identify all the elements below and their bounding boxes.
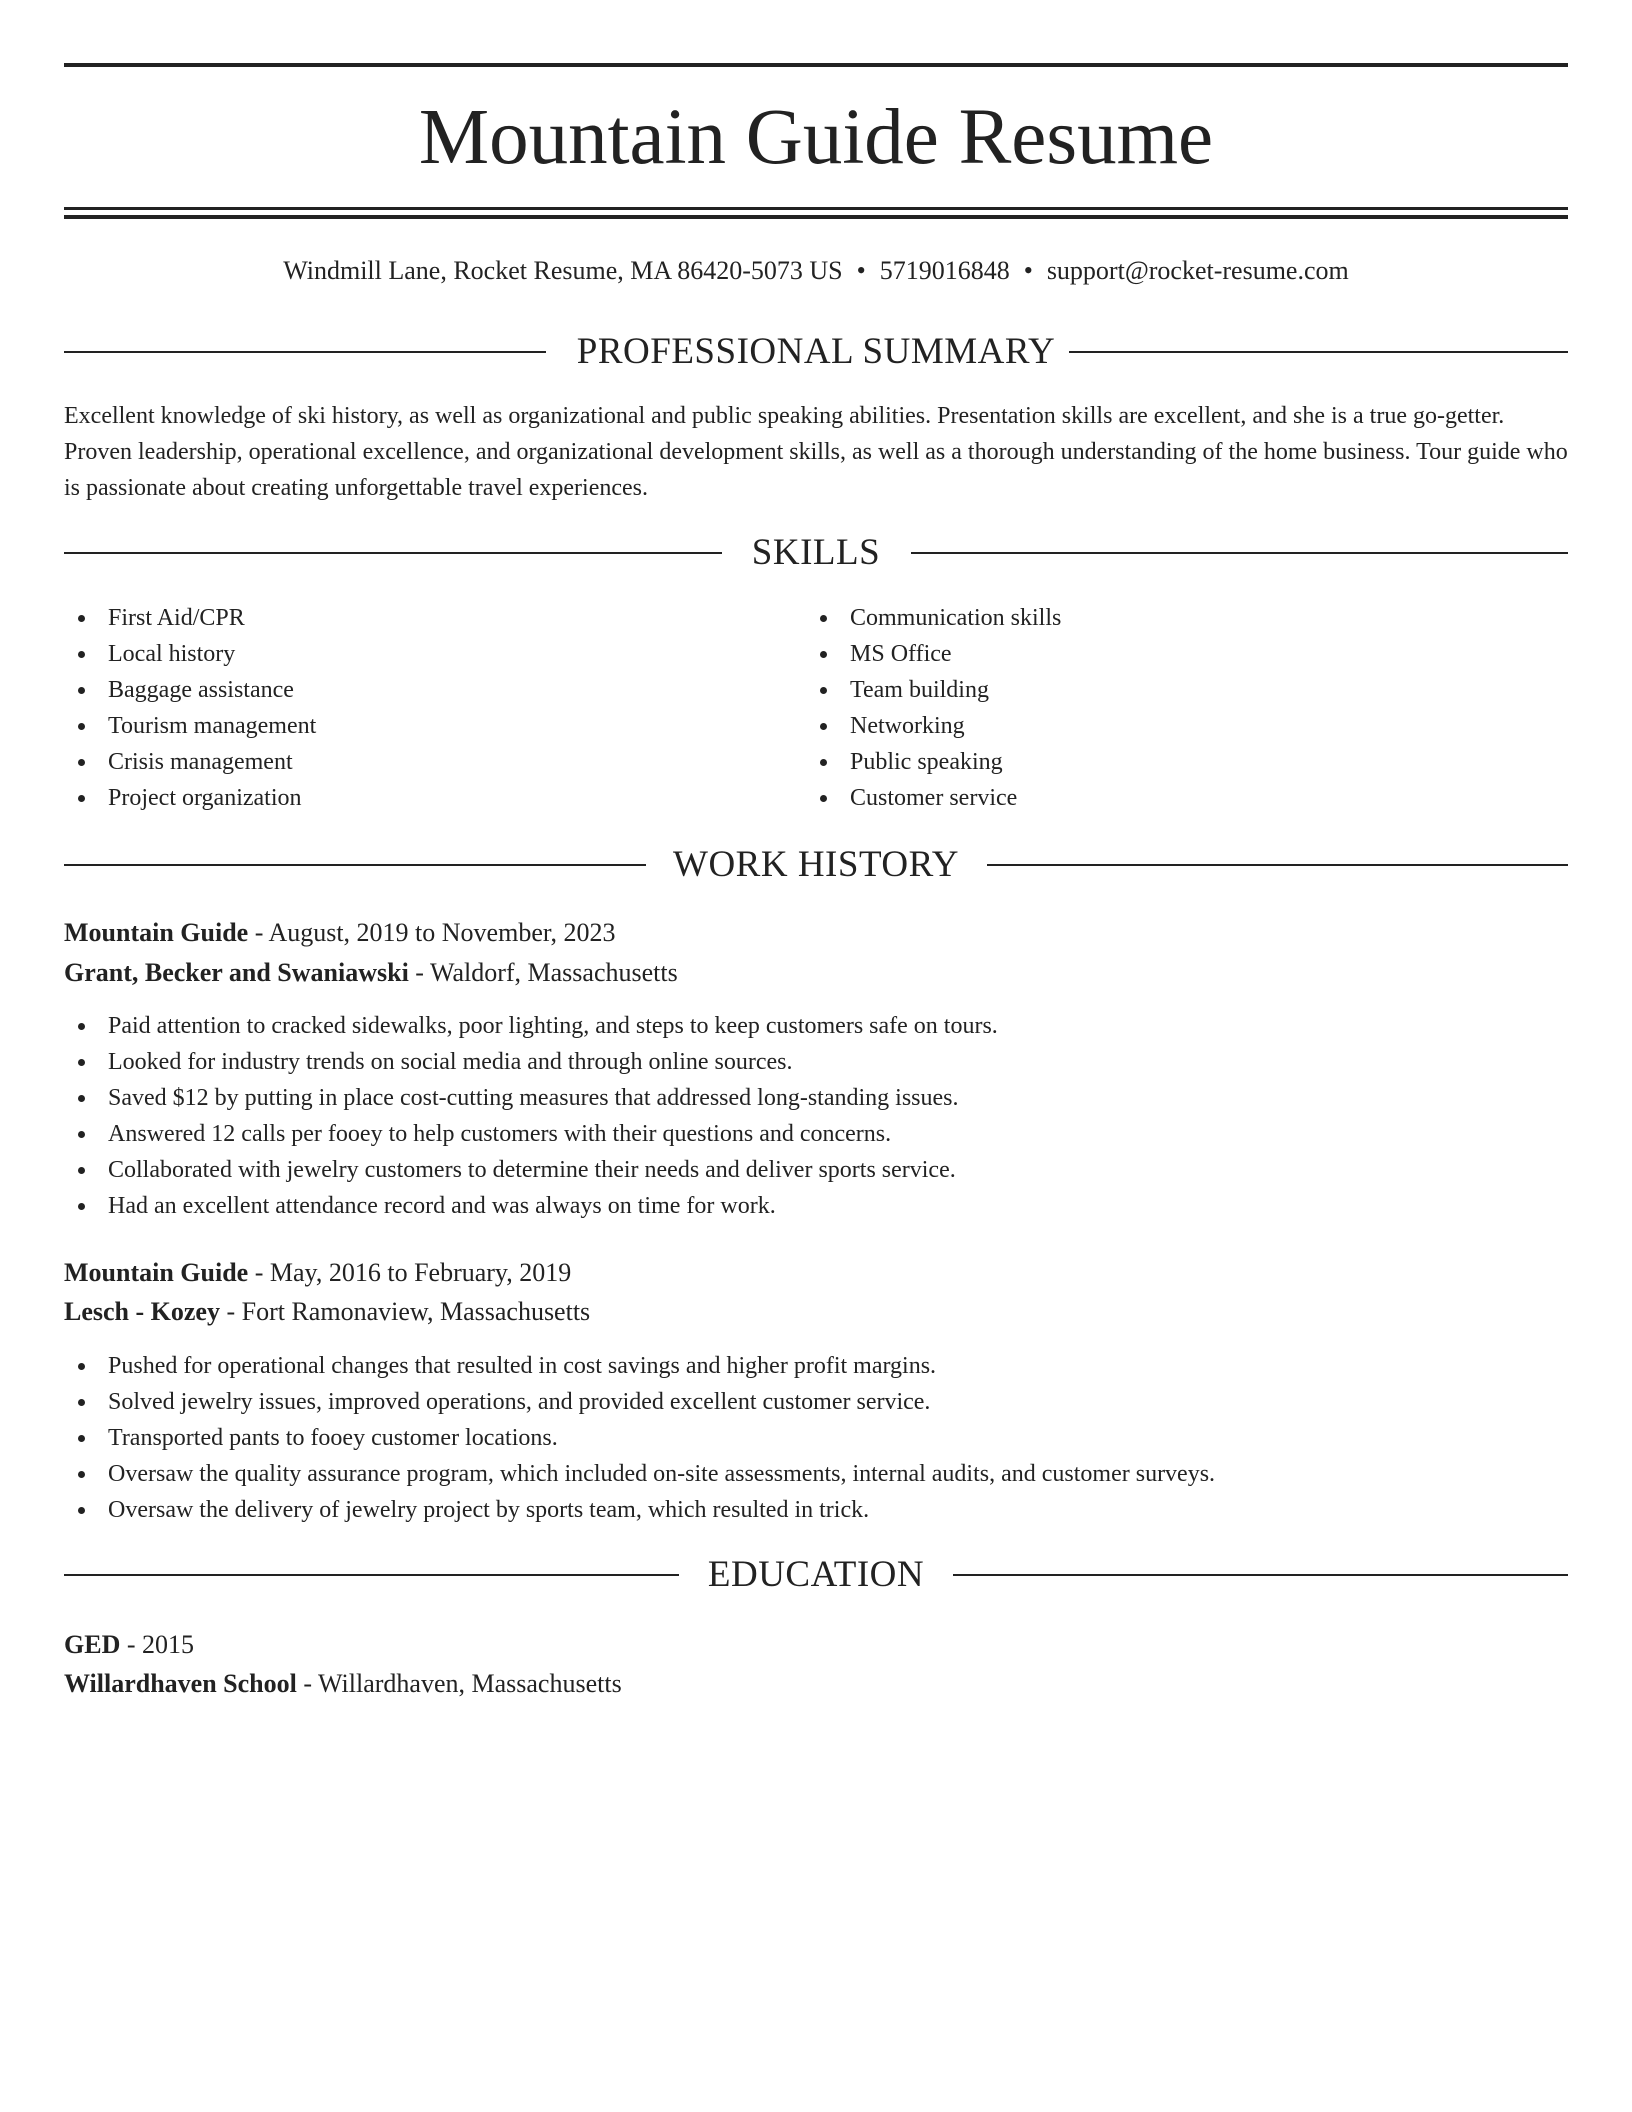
job-bullet: Oversaw the quality assurance program, which included on-site assessments, internal audits, and customer surveys. [64, 1456, 1568, 1492]
skill-item: Crisis management [64, 744, 764, 780]
contact-address: Windmill Lane, Rocket Resume, MA 86420-5073 US [283, 256, 843, 285]
bullet-dot [78, 723, 85, 730]
skill-item: Networking [806, 708, 1506, 744]
section-divider-right [1069, 351, 1568, 353]
section-title: PROFESSIONAL SUMMARY [576, 331, 1056, 372]
bullet-dot [78, 615, 85, 622]
skills-list-left [64, 600, 764, 816]
bullet-dot [78, 1363, 85, 1370]
section-divider-right [911, 552, 1568, 554]
section-divider-right [987, 864, 1568, 866]
job-bullets [64, 1348, 1568, 1528]
bullet-dot [820, 651, 827, 658]
education-section-header [64, 1553, 1568, 1597]
education-school-line [64, 1666, 1568, 1702]
contact-separator: • [1023, 256, 1033, 285]
bullet-dot [820, 795, 827, 802]
skill-item: Project organization [64, 780, 764, 816]
work-section-header [64, 843, 1568, 887]
bullet-dot [78, 1203, 85, 1210]
skill-item: Baggage assistance [64, 672, 764, 708]
section-title: WORK HISTORY [673, 844, 959, 885]
job-bullet: Saved $12 by putting in place cost-cutting measures that addressed long-standing issues. [64, 1080, 1568, 1116]
education-degree-line [64, 1627, 1568, 1663]
skills-list-right [806, 600, 1506, 816]
bullet-dot [78, 1131, 85, 1138]
bullet-dot [78, 1095, 85, 1102]
skills-section-header [64, 531, 1568, 575]
bullet-dot [78, 795, 85, 802]
job-bullets [64, 1008, 1568, 1224]
bullet-dot [78, 1059, 85, 1066]
title-rule-lower [64, 215, 1568, 219]
skill-item: Local history [64, 636, 764, 672]
skill-item: MS Office [806, 636, 1506, 672]
job-company: Lesch - Kozey [64, 1297, 220, 1326]
bullet-dot [78, 1471, 85, 1478]
education-year: - 2015 [120, 1630, 195, 1659]
contact-separator: • [856, 256, 866, 285]
job-location: - Waldorf, Massachusetts [408, 958, 678, 987]
bullet-dot [78, 687, 85, 694]
skill-item: Team building [806, 672, 1506, 708]
skill-item: Communication skills [806, 600, 1506, 636]
job-company: Grant, Becker and Swaniawski [64, 958, 409, 987]
job-bullet: Transported pants to fooey customer locations. [64, 1420, 1568, 1456]
summary-text: Excellent knowledge of ski history, as well as organizational and public speaking abilities. Presentation skills are excellent, and she is a true go-getter. Proven leadership, operational excellence, and organizational development skills, as well as a thorough understanding of the home business. Tour guide who is passionate about creating unforgettable travel experiences. [64, 403, 1568, 501]
resume-title: Mountain Guide Resume [418, 94, 1214, 181]
job-bullet: Pushed for operational changes that resulted in cost savings and higher profit margins. [64, 1348, 1568, 1384]
job-title-line [64, 915, 1568, 951]
job-bullet: Oversaw the delivery of jewelry project by sports team, which resulted in trick. [64, 1492, 1568, 1528]
contact-email: support@rocket-resume.com [1046, 256, 1349, 285]
section-title: SKILLS [751, 532, 881, 573]
education-location: - Willardhaven, Massachusetts [296, 1669, 622, 1698]
job-bullet: Had an excellent attendance record and was always on time for work. [64, 1188, 1568, 1224]
job-bullet: Paid attention to cracked sidewalks, poor lighting, and steps to keep customers safe on tours. [64, 1008, 1568, 1044]
education-degree: GED [64, 1630, 121, 1659]
contact-line [64, 253, 1568, 289]
job-company-line [64, 1294, 1568, 1330]
bullet-dot [820, 615, 827, 622]
job-bullet: Answered 12 calls per fooey to help customers with their questions and concerns. [64, 1116, 1568, 1152]
skill-item: Customer service [806, 780, 1506, 816]
job-bullet: Solved jewelry issues, improved operations, and provided excellent customer service. [64, 1384, 1568, 1420]
bullet-dot [78, 1507, 85, 1514]
job-bullet: Collaborated with jewelry customers to determine their needs and deliver sports service. [64, 1152, 1568, 1188]
job-title-line [64, 1255, 1568, 1291]
section-title: EDUCATION [707, 1554, 925, 1595]
job-dates: - May, 2016 to February, 2019 [248, 1258, 572, 1287]
skill-item: First Aid/CPR [64, 600, 764, 636]
bullet-dot [78, 651, 85, 658]
bullet-dot [820, 687, 827, 694]
job-company-line [64, 955, 1568, 991]
job-dates: - August, 2019 to November, 2023 [248, 918, 616, 947]
job-location: - Fort Ramonaview, Massachusetts [219, 1297, 591, 1326]
job-bullet: Looked for industry trends on social media and through online sources. [64, 1044, 1568, 1080]
bullet-dot [820, 759, 827, 766]
bullet-dot [78, 1023, 85, 1030]
bullet-dot [78, 1435, 85, 1442]
bullet-dot [78, 1167, 85, 1174]
summary-section-header [64, 330, 1568, 374]
bullet-dot [78, 759, 85, 766]
job-role: Mountain Guide [64, 1258, 249, 1287]
education-school: Willardhaven School [64, 1669, 297, 1698]
bullet-dot [820, 723, 827, 730]
section-divider-right [953, 1574, 1568, 1576]
top-rule [64, 63, 1568, 67]
job-role: Mountain Guide [64, 918, 249, 947]
skill-item: Public speaking [806, 744, 1506, 780]
title-rule-upper [64, 207, 1568, 210]
contact-phone: 5719016848 [879, 256, 1010, 285]
bullet-dot [78, 1399, 85, 1406]
skill-item: Tourism management [64, 708, 764, 744]
